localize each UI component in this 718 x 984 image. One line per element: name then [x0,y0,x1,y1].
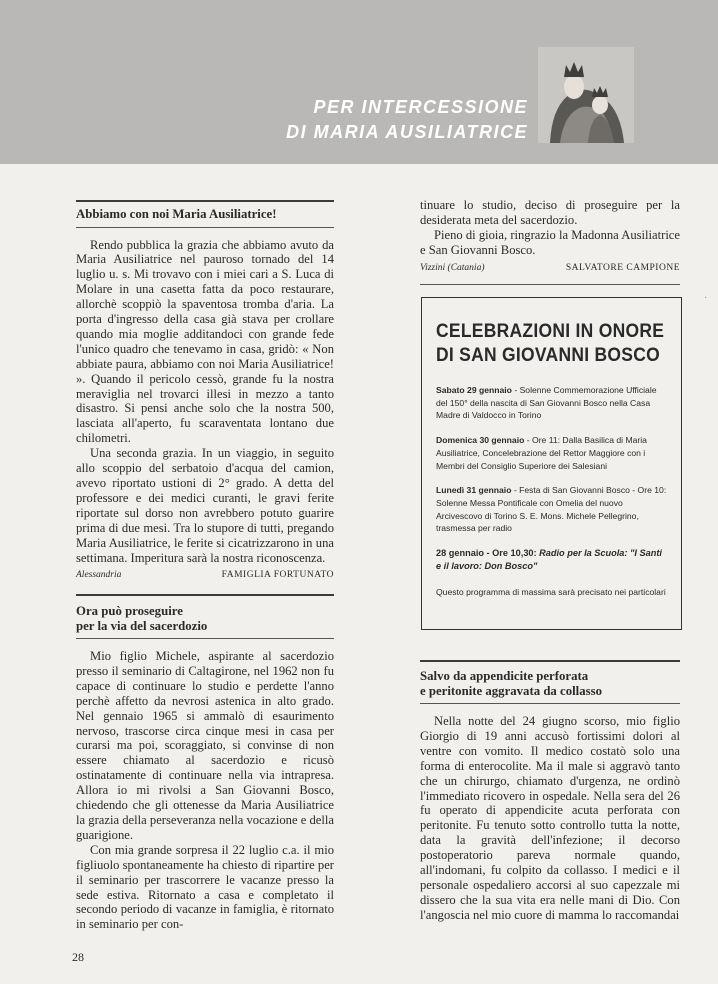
event-item [436,484,667,535]
event-item [436,547,667,572]
article-3-paragraph: Nella notte del 24 giugno scorso, mio figlio Giorgio di 19 anni accusò fortissimi dolori al ventre con vomito. Il medico costatò solo una forma di enterocolite. Ma il male si aggravò tanto che un chirurgo, chiamato d'urgenza, ne ordinò l'immediato ricovero in ospedale. Nella sera del 26 fu operato di appendicite acuta perforata con peritonite. Fu tenuto sotto controllo tutta la notte, data la gravità dell'infezione; il decorso postoperatorio pareva normale quando, all'indomani, fu colpito da collasso. I medici e il personale ospedaliero accorsi al suo capezzale mi dissero che la sua vita era nelle mani di Dio. Con l'angoscia nel mio cuore di mamma lo raccomandai [420,714,680,922]
article-2 [76,594,334,932]
article-2-paragraph: Con mia grande sorpresa il 22 luglio c.a. il mio figliuolo spontaneamente ha chiesto di ripartire per il seminario per trascorrere le vacanze presso la sede estiva. Ritornato a casa e completato il secondo periodo di vacanze in famiglia, è ritornato in seminario per con- [76,842,334,932]
event-item [436,384,667,422]
article-2-title-line2: per la via del sacerdozio [76,618,208,633]
event-date: Sabato 29 gennaio [436,385,512,395]
event-text: - Solenne Commemorazione Ufficiale del 150° della nascita di San Giovanni Bosco nella Casa Madre di Valdocco in Torino [436,385,657,421]
article-1-paragraph: Rendo pubblica la grazia che abbiamo avuto da Maria Ausiliatrice nel pauroso tornado del 14 luglio u. s. Mi trovavo con i miei cari a S. Luca di Molare in una casetta fatta da poco restaurare, allorchè scoppiò la spaventosa tromba d'aria. La porta d'ingresso della casa già stava per crollare quando mia moglie additandoci con grande fede l'unico quadro che tenevamo in casa, gridò: « Non abbiate paura, abbiamo con noi Maria Ausiliatrice! ». Quando il pericolo cessò, grande fu la nostra meraviglia nel trovarci illesi in mezzo a tanto disastro. Si pensi anche solo che la nostra 500, lasciata all'aperto, fu scaraventata lontano due chilometri. [76,237,334,446]
article-3-title-line2: e peritonite aggravata da collasso [420,683,602,698]
article-2-continued [420,198,680,285]
section-rule [76,594,334,596]
section-rule [420,703,680,704]
event-date: 28 gennaio - Ore 10,30: [436,548,537,559]
celebrations-title-line1: CELEBRAZIONI IN ONORE [436,321,665,342]
article-3-title-line1: Salvo da appendicite perforata [420,669,589,683]
page-number: 28 [72,950,84,964]
header-title-line2: DI MARIA AUSILIATRICE [286,122,528,142]
article-2-paragraph: Mio figlio Michele, aspirante al sacerdozio presso il seminario di Caltagirone, nel 1962 non fu capace di continuare lo studio e perdette l'anno perchè affetto da nevrosi astenica in alto grado. Nel gennaio 1965 si ammalò di esaurimento nervoso, trascorse circa cinque mesi in casa per curarsi ma poi, scoraggiato, si convinse di non essere chiamato al sacerdozio e ricusò ostinatamente di continuare nella via intrapresa. Allora io mi rivolsi a San Giovanni Bosco, chiedendo che gli ottenesse da Maria Ausiliatrice la grazia della perseveranza nella vocazione e della guarigione. [76,649,334,842]
event-date: Lunedì 31 gennaio [436,485,512,496]
event-item [436,434,667,472]
section-rule [76,638,334,639]
page-header [0,0,718,164]
article-2-signature: SALVATORE CAMPIONE [565,262,680,273]
article-1 [76,200,334,583]
article-2-signature-line [420,261,680,276]
article-1-title: Abbiamo con noi Maria Ausiliatrice! [76,207,277,221]
madonna-image [538,47,634,143]
article-1-signature: FAMIGLIA FORTUNATO [221,570,334,581]
section-rule [76,200,334,202]
section-rule [420,660,680,662]
event-date: Domenica 30 gennaio [436,435,525,446]
article-1-place: Alessandria [76,570,122,581]
section-rule [420,284,680,285]
article-2-place: Vizzini (Catania) [420,262,485,273]
article-2-paragraph: Pieno di gioia, ringrazio la Madonna Ausiliatrice e San Giovanni Bosco. [420,227,680,257]
celebrations-title [436,320,665,368]
article-1-signature-line [76,568,334,583]
event-text: - Festa di San Giovanni Bosco - Ore 10: Solenne Messa Pontificale con Omelia del nuovo Arcivescovo di Torino S. E. Mons. Michele Pellegrino, trasmessa per radio [436,485,667,534]
section-rule [76,227,334,228]
event-text: - Ore 11: Dalla Basilica di Maria Ausiliatrice, Concelebrazione del Rettor Maggiore con i Membri del Consiglio Superiore dei Salesiani [436,435,647,471]
celebrations-box [421,297,682,630]
header-title-line1: PER INTERCESSIONE [313,97,528,117]
article-2-continuation: tinuare lo studio, deciso di proseguire per la desiderata meta del sacerdozio. [420,198,680,227]
event-text: Radio per la Scuola: "I Santi e il lavoro: Don Bosco" [436,548,662,571]
print-speck: · [704,293,708,304]
celebrations-title-line2: DI SAN GIOVANNI BOSCO [436,345,660,366]
article-2-title-line1: Ora può proseguire [76,604,183,618]
article-3-title [420,669,680,698]
program-note: Questo programma di massima sarà precisato nei particolari [436,587,666,598]
article-2-title [76,604,334,633]
article-1-paragraph: Una seconda grazia. In un viaggio, in seguito allo scoppio del serbatoio d'acqua del camion, avevo riportato ustioni di 2° grado. A detta del professore e dei medici curanti, le gravi ferite riportate sul dorso non avrebbero potuto guarire prima di due mesi. Tra lo stupore di tutti, pregando Maria Ausiliatrice, le ferite si cicatrizzarono in una settimana. Imperitura sarà la nostra riconoscenza. [76,446,334,565]
article-3 [420,660,680,923]
